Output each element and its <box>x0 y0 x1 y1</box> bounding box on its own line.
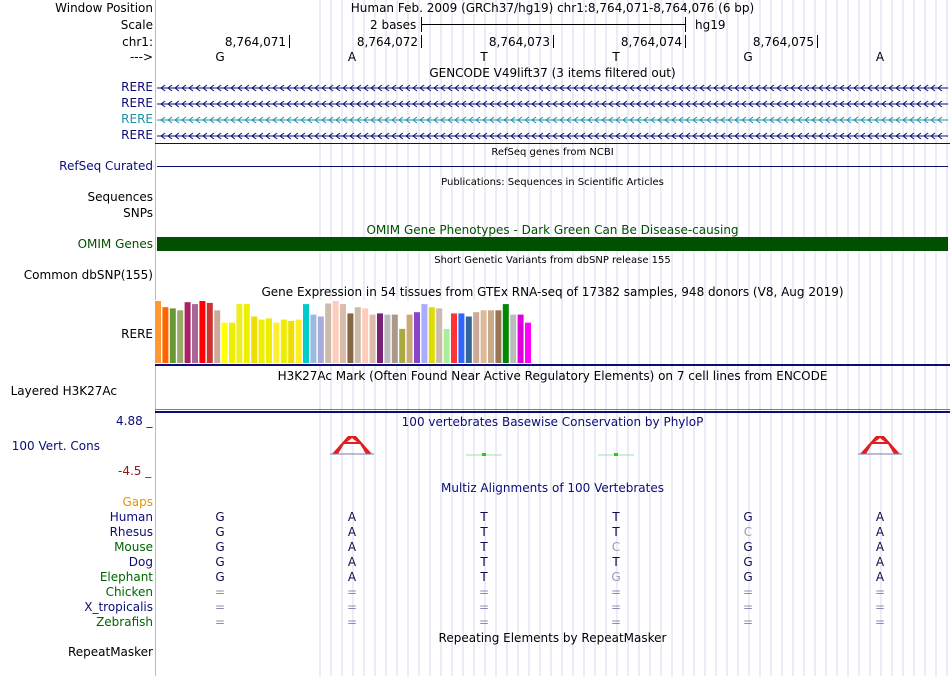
gtex-tissue-bar <box>199 301 205 363</box>
scale-bar-right-tick <box>685 17 686 32</box>
multiz-species-label[interactable]: Chicken <box>105 585 153 599</box>
multiz-aligned-base: A <box>875 540 885 554</box>
multiz-aligned-base: = <box>742 600 754 614</box>
phylop-score-bar <box>614 453 618 456</box>
gtex-tissue-bar <box>503 304 509 363</box>
multiz-aligned-base: = <box>610 585 622 599</box>
scale-db: hg19 <box>695 18 726 32</box>
multiz-aligned-base: G <box>743 555 753 569</box>
multiz-aligned-base: T <box>480 525 488 539</box>
gtex-tissue-bar <box>458 313 464 363</box>
dbsnp-track-label[interactable]: Common dbSNP(155) <box>23 268 153 282</box>
multiz-species-label[interactable]: Human <box>109 510 153 524</box>
multiz-aligned-base: G <box>215 570 225 584</box>
multiz-aligned-base: A <box>875 555 885 569</box>
gtex-tissue-bar <box>281 320 287 363</box>
gtex-tissue-bar <box>333 301 339 363</box>
gtex-tissue-bar <box>436 308 442 363</box>
h3k27ac-signal-line <box>155 409 950 410</box>
multiz-aligned-base: T <box>612 525 620 539</box>
multiz-aligned-base: = <box>742 615 754 629</box>
gtex-tissue-bar <box>399 329 405 363</box>
gtex-tissue-bar <box>384 315 390 363</box>
gencode-transcript-line[interactable] <box>157 98 948 110</box>
refseq-track-label[interactable]: RefSeq Curated <box>59 159 153 173</box>
gencode-transcript-line[interactable] <box>157 114 948 126</box>
multiz-aligned-base: = <box>214 600 226 614</box>
ruler-base[interactable]: T <box>480 50 488 64</box>
ruler-position-label: 8,764,074 <box>620 35 682 49</box>
multiz-aligned-base: G <box>611 570 621 584</box>
gencode-separator <box>155 143 950 144</box>
multiz-aligned-base: T <box>480 510 488 524</box>
ruler-position-tick <box>421 35 422 48</box>
gtex-track-label[interactable]: RERE <box>121 327 153 341</box>
omim-track-label[interactable]: OMIM Genes <box>77 237 153 251</box>
gtex-tissue-bar <box>251 317 257 364</box>
phylop-conservation-chart[interactable] <box>155 430 950 460</box>
multiz-aligned-base: A <box>875 510 885 524</box>
multiz-aligned-base: T <box>612 510 620 524</box>
gencode-transcript-line[interactable] <box>157 130 948 142</box>
gtex-tissue-bar <box>488 310 494 363</box>
multiz-aligned-base: = <box>478 585 490 599</box>
gtex-tissue-bar <box>207 303 213 363</box>
multiz-aligned-base: = <box>214 615 226 629</box>
gtex-tissue-bar <box>495 310 501 363</box>
h3k27ac-track-title[interactable]: H3K27Ac Mark (Often Found Near Active Regulatory Elements) on 7 cell lines from ENCODE <box>277 369 828 383</box>
multiz-aligned-base: A <box>875 525 885 539</box>
multiz-species-label[interactable]: Elephant <box>99 570 153 584</box>
gtex-tissue-bar <box>303 304 309 363</box>
gencode-transcript-line[interactable] <box>157 82 948 94</box>
multiz-aligned-base: G <box>743 540 753 554</box>
gencode-item-label[interactable]: RERE <box>121 96 153 110</box>
omim-track-title[interactable]: OMIM Gene Phenotypes - Dark Green Can Be Disease-causing <box>366 223 739 237</box>
gencode-item-label[interactable]: RERE <box>121 80 153 94</box>
multiz-species-label[interactable]: Zebrafish <box>96 615 153 629</box>
ruler-position-tick <box>685 35 686 48</box>
gtex-tissue-bar <box>451 313 457 363</box>
window-position-label: Window Position <box>55 1 153 15</box>
multiz-aligned-base: = <box>874 585 886 599</box>
multiz-aligned-base: = <box>346 600 358 614</box>
multiz-aligned-base: A <box>347 525 357 539</box>
multiz-aligned-base: G <box>215 525 225 539</box>
gencode-item-label[interactable]: RERE <box>121 112 153 126</box>
gtex-tissue-bar <box>266 318 272 363</box>
gtex-tissue-bar <box>310 315 316 363</box>
gtex-tissue-bar <box>414 312 420 363</box>
gtex-tissue-bar <box>340 304 346 363</box>
h3k27ac-track-label[interactable]: Layered H3K27Ac <box>10 384 117 398</box>
gtex-tissue-bar <box>473 312 479 363</box>
phylop-conserved-base-glyph <box>860 436 900 454</box>
multiz-aligned-base: C <box>743 525 753 539</box>
window-position-value: Human Feb. 2009 (GRCh37/hg19) chr1:8,764,071-8,764,076 (6 bp) <box>350 1 755 15</box>
gtex-tissue-bar <box>466 317 472 364</box>
gtex-tissue-bar <box>518 315 524 363</box>
gtex-tissue-bar <box>444 329 450 363</box>
multiz-aligned-base: T <box>480 555 488 569</box>
gtex-tissue-bar <box>318 317 324 364</box>
gtex-tissue-bar <box>155 301 161 363</box>
multiz-aligned-base: = <box>610 600 622 614</box>
gtex-tissue-bar <box>296 320 302 363</box>
multiz-aligned-base: T <box>612 555 620 569</box>
multiz-aligned-base: G <box>215 540 225 554</box>
multiz-aligned-base: = <box>478 600 490 614</box>
scale-label: Scale <box>120 18 153 32</box>
ruler-position-tick <box>817 35 818 48</box>
multiz-aligned-base: = <box>346 615 358 629</box>
gtex-tissue-bar <box>214 310 220 363</box>
gtex-tissue-bar <box>481 310 487 363</box>
multiz-aligned-base: = <box>874 600 886 614</box>
dbsnp-track-title[interactable]: Short Genetic Variants from dbSNP release 155 <box>434 255 671 266</box>
scale-bar <box>421 24 685 25</box>
gtex-track-title[interactable]: Gene Expression in 54 tissues from GTEx RNA-seq of 17382 samples, 948 donors (V8, Aug 2019) <box>261 285 844 299</box>
repeatmasker-track-label[interactable]: RepeatMasker <box>67 645 153 659</box>
multiz-aligned-base: G <box>215 510 225 524</box>
gencode-track-title[interactable]: GENCODE V49lift37 (3 items filtered out) <box>429 66 676 80</box>
gtex-expression-chart[interactable] <box>155 300 535 364</box>
gtex-tissue-bar <box>347 313 353 363</box>
multiz-aligned-base: = <box>742 585 754 599</box>
multiz-species-label[interactable]: Rhesus <box>109 525 153 539</box>
ruler-position-label: 8,764,073 <box>488 35 550 49</box>
gtex-tissue-bar <box>392 315 398 363</box>
gtex-tissue-bar <box>185 302 191 363</box>
multiz-aligned-base: A <box>347 570 357 584</box>
phylop-track-title[interactable]: 100 vertebrates Basewise Conservation by PhyloP <box>401 415 704 429</box>
ruler-position-tick <box>553 35 554 48</box>
gtex-tissue-bar <box>510 315 516 363</box>
phylop-axis-min: -4.5 _ <box>118 464 152 478</box>
gtex-tissue-bar <box>273 323 279 363</box>
phylop-axis-max: 4.88 _ <box>116 414 153 428</box>
ruler-position-tick <box>289 35 290 48</box>
multiz-aligned-base: T <box>480 540 488 554</box>
gtex-tissue-bar <box>236 304 242 363</box>
gtex-tissue-bar <box>177 310 183 363</box>
multiz-aligned-base: G <box>215 555 225 569</box>
multiz-species-label[interactable]: Mouse <box>114 540 153 554</box>
phylop-conserved-base-glyph <box>332 436 372 454</box>
publications-track-title[interactable]: Publications: Sequences in Scientific Articles <box>441 177 664 188</box>
multiz-aligned-base: A <box>347 540 357 554</box>
multiz-aligned-base: T <box>480 570 488 584</box>
multiz-aligned-base: = <box>478 615 490 629</box>
gtex-tissue-bar <box>170 308 176 363</box>
publications-sequences-label[interactable]: Sequences <box>87 190 153 204</box>
scale-bar-left-tick <box>421 17 422 32</box>
phylop-score-bar <box>482 453 486 456</box>
ruler-base[interactable]: T <box>612 50 620 64</box>
ruler-base[interactable]: A <box>347 50 357 64</box>
gtex-tissue-bar <box>377 313 383 363</box>
gtex-tissue-bar <box>370 315 376 363</box>
gtex-tissue-bar <box>162 307 168 363</box>
multiz-track-title[interactable]: Multiz Alignments of 100 Vertebrates <box>440 481 665 495</box>
gtex-tissue-bar <box>222 323 228 363</box>
gtex-tissue-bar <box>355 307 361 363</box>
strand-label: ---> <box>129 50 153 64</box>
repeatmasker-track-title[interactable]: Repeating Elements by RepeatMasker <box>438 631 667 645</box>
multiz-aligned-base: A <box>347 510 357 524</box>
multiz-aligned-base: = <box>346 585 358 599</box>
multiz-aligned-base: A <box>875 570 885 584</box>
multiz-aligned-base: G <box>743 510 753 524</box>
publications-snps-label[interactable]: SNPs <box>123 206 153 220</box>
gtex-tissue-bar <box>421 304 427 363</box>
ruler-base[interactable]: G <box>743 50 753 64</box>
h3k27ac-separator <box>155 411 950 413</box>
multiz-aligned-base: = <box>214 585 226 599</box>
ruler-position-label: 8,764,075 <box>752 35 814 49</box>
gtex-tissue-bar <box>362 308 368 363</box>
multiz-species-label[interactable]: Dog <box>128 555 153 569</box>
gtex-tissue-bar <box>288 321 294 363</box>
multiz-aligned-base: = <box>874 615 886 629</box>
multiz-aligned-base: C <box>611 540 621 554</box>
multiz-species-label[interactable]: X_tropicalis <box>84 600 153 614</box>
ruler-position-label: 8,764,072 <box>356 35 418 49</box>
gtex-separator <box>155 364 950 366</box>
ruler-base[interactable]: A <box>875 50 885 64</box>
refseq-gene-line[interactable] <box>157 166 948 167</box>
gtex-tissue-bar <box>407 315 413 363</box>
gtex-tissue-bar <box>325 304 331 364</box>
multiz-gaps-label[interactable]: Gaps <box>122 495 153 509</box>
ruler-base[interactable]: G <box>215 50 225 64</box>
phylop-track-label[interactable]: 100 Vert. Cons <box>11 439 100 453</box>
gtex-tissue-bar <box>429 307 435 363</box>
refseq-track-title[interactable]: RefSeq genes from NCBI <box>491 147 614 158</box>
gtex-tissue-bar <box>192 304 198 363</box>
gencode-item-label[interactable]: RERE <box>121 128 153 142</box>
multiz-aligned-base: A <box>347 555 357 569</box>
ruler-position-label: 8,764,071 <box>224 35 286 49</box>
omim-gene-bar[interactable] <box>157 237 948 251</box>
multiz-aligned-base: = <box>610 615 622 629</box>
multiz-aligned-base: G <box>743 570 753 584</box>
scale-value: 2 bases <box>370 18 417 32</box>
gtex-tissue-bar <box>259 320 265 363</box>
gtex-tissue-bar <box>244 304 250 363</box>
gtex-tissue-bar <box>229 323 235 363</box>
chromosome-label: chr1: <box>122 35 153 49</box>
gtex-tissue-bar <box>525 323 531 363</box>
